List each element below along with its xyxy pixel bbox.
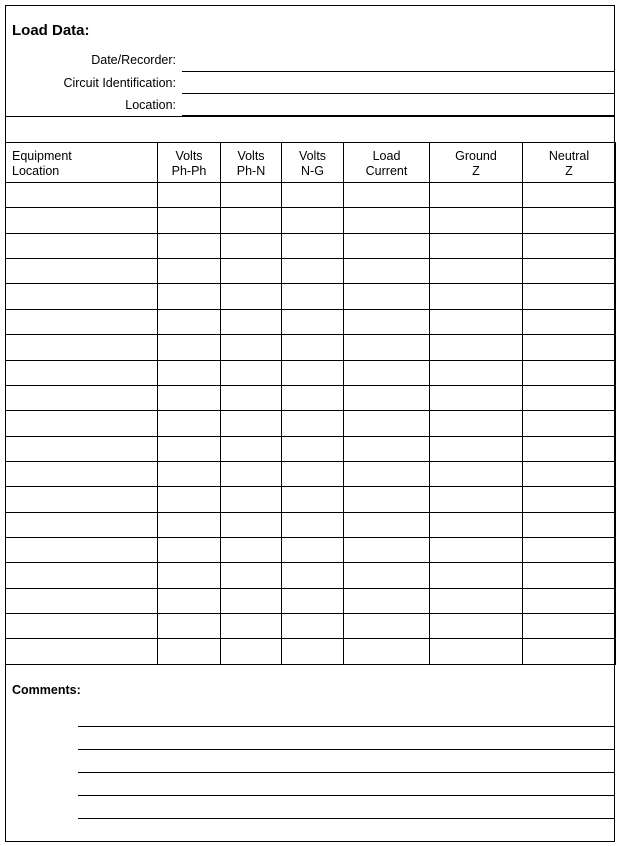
table-cell[interactable]	[344, 563, 430, 588]
table-cell[interactable]	[523, 538, 616, 563]
table-cell[interactable]	[6, 233, 158, 258]
table-header-row	[6, 143, 616, 183]
table-cell[interactable]	[523, 487, 616, 512]
table-cell[interactable]	[344, 614, 430, 639]
table-cell[interactable]	[282, 487, 344, 512]
table-cell[interactable]	[6, 538, 158, 563]
table-cell[interactable]	[430, 639, 523, 665]
table-cell[interactable]	[523, 309, 616, 334]
table-cell[interactable]	[430, 487, 523, 512]
table-cell[interactable]	[344, 538, 430, 563]
header-line-2: Current	[365, 164, 408, 178]
table-cell[interactable]	[158, 183, 221, 208]
comment-line[interactable]	[78, 772, 615, 773]
table-cell[interactable]	[221, 208, 282, 233]
table-cell[interactable]	[523, 614, 616, 639]
table-cell[interactable]	[221, 360, 282, 385]
header-line-1: Ground	[455, 149, 497, 163]
table-cell[interactable]	[344, 436, 430, 461]
table-cell[interactable]	[221, 309, 282, 334]
table-cell[interactable]	[344, 512, 430, 537]
table-cell[interactable]	[430, 360, 523, 385]
date-recorder-label: Date/Recorder:	[91, 53, 176, 67]
table-cell[interactable]	[430, 461, 523, 486]
table-cell[interactable]	[282, 183, 344, 208]
table-cell[interactable]	[158, 259, 221, 284]
header-volts-ph-ph	[158, 143, 221, 183]
table-cell[interactable]	[282, 563, 344, 588]
table-cell[interactable]	[158, 436, 221, 461]
table-cell[interactable]	[430, 411, 523, 436]
table-row	[6, 436, 616, 461]
table-cell[interactable]	[282, 588, 344, 613]
form-title: Load Data:	[12, 22, 90, 39]
table-cell[interactable]	[221, 284, 282, 309]
table-row	[6, 284, 616, 309]
header-line-2: Ph-Ph	[171, 164, 207, 178]
table-cell[interactable]	[282, 309, 344, 334]
table-cell[interactable]	[523, 183, 616, 208]
table-cell[interactable]	[221, 538, 282, 563]
comment-line[interactable]	[78, 749, 615, 750]
table-cell[interactable]	[523, 563, 616, 588]
table-cell[interactable]	[6, 411, 158, 436]
table-cell[interactable]	[523, 639, 616, 665]
header-ground-z	[430, 143, 523, 183]
table-cell[interactable]	[221, 639, 282, 665]
table-cell[interactable]	[430, 183, 523, 208]
table-cell[interactable]	[6, 461, 158, 486]
header-line-1: Equipment	[12, 149, 72, 163]
table-cell[interactable]	[344, 487, 430, 512]
table-cell[interactable]	[523, 335, 616, 360]
table-row	[6, 614, 616, 639]
table-row	[6, 335, 616, 360]
table-cell[interactable]	[523, 233, 616, 258]
table-cell[interactable]	[344, 411, 430, 436]
table-cell[interactable]	[221, 411, 282, 436]
table-row	[6, 487, 616, 512]
table-cell[interactable]	[282, 411, 344, 436]
table-cell[interactable]	[158, 233, 221, 258]
table-row	[6, 208, 616, 233]
table-cell[interactable]	[282, 233, 344, 258]
table-cell[interactable]	[523, 208, 616, 233]
table-cell[interactable]	[344, 385, 430, 410]
table-row	[6, 259, 616, 284]
table-cell[interactable]	[430, 512, 523, 537]
table-cell[interactable]	[344, 309, 430, 334]
table-cell[interactable]	[282, 284, 344, 309]
location-label: Location:	[125, 98, 176, 112]
table-cell[interactable]	[6, 208, 158, 233]
table-cell[interactable]	[430, 436, 523, 461]
table-cell[interactable]	[158, 309, 221, 334]
table-cell[interactable]	[523, 436, 616, 461]
table-cell[interactable]	[6, 183, 158, 208]
header-line-1: Load	[372, 149, 401, 163]
table-cell[interactable]	[282, 335, 344, 360]
table-cell[interactable]	[158, 411, 221, 436]
table-cell[interactable]	[344, 360, 430, 385]
table-cell[interactable]	[430, 208, 523, 233]
table-cell[interactable]	[6, 360, 158, 385]
table-cell[interactable]	[430, 385, 523, 410]
table-cell[interactable]	[158, 512, 221, 537]
header-volts-ph-n	[221, 143, 282, 183]
table-cell[interactable]	[221, 259, 282, 284]
table-cell[interactable]	[523, 385, 616, 410]
table-cell[interactable]	[221, 461, 282, 486]
table-cell[interactable]	[6, 436, 158, 461]
circuit-identification-label: Circuit Identification:	[63, 76, 176, 90]
table-cell[interactable]	[344, 461, 430, 486]
table-row	[6, 461, 616, 486]
comment-line[interactable]	[78, 726, 615, 727]
table-cell[interactable]	[523, 588, 616, 613]
header-neutral-z	[523, 143, 616, 183]
table-cell[interactable]	[282, 614, 344, 639]
table-cell[interactable]	[221, 563, 282, 588]
table-cell[interactable]	[430, 233, 523, 258]
table-cell[interactable]	[430, 259, 523, 284]
table-cell[interactable]	[221, 183, 282, 208]
header-line-2: Location	[12, 164, 60, 178]
table-cell[interactable]	[6, 309, 158, 334]
table-cell[interactable]	[282, 436, 344, 461]
table-cell[interactable]	[158, 538, 221, 563]
divider	[5, 116, 615, 117]
table-cell[interactable]	[282, 538, 344, 563]
table-cell[interactable]	[430, 335, 523, 360]
table-cell[interactable]	[158, 385, 221, 410]
header-line-2: Z	[472, 164, 480, 178]
table-cell[interactable]	[158, 487, 221, 512]
location-field[interactable]	[182, 96, 615, 116]
table-row	[6, 538, 616, 563]
circuit-identification-field[interactable]	[182, 74, 615, 94]
table-cell[interactable]	[344, 588, 430, 613]
table-cell[interactable]	[523, 360, 616, 385]
table-cell[interactable]	[282, 461, 344, 486]
table-cell[interactable]	[282, 259, 344, 284]
table-cell[interactable]	[158, 208, 221, 233]
header-line-2: Ph-N	[236, 164, 266, 178]
table-row	[6, 309, 616, 334]
table-cell[interactable]	[523, 461, 616, 486]
table-row	[6, 639, 616, 665]
comments-label: Comments:	[12, 683, 81, 697]
date-recorder-field[interactable]	[182, 52, 615, 72]
table-cell[interactable]	[282, 512, 344, 537]
table-row	[6, 411, 616, 436]
table-cell[interactable]	[344, 208, 430, 233]
table-cell[interactable]	[282, 639, 344, 665]
table-cell[interactable]	[6, 385, 158, 410]
table-cell[interactable]	[158, 335, 221, 360]
table-cell[interactable]	[6, 284, 158, 309]
header-line-1: Volts	[175, 149, 203, 163]
header-line-2: N-G	[301, 164, 324, 178]
table-cell[interactable]	[344, 335, 430, 360]
table-row	[6, 233, 616, 258]
table-cell[interactable]	[221, 512, 282, 537]
table-row	[6, 183, 616, 208]
table-cell[interactable]	[523, 259, 616, 284]
table-row	[6, 385, 616, 410]
table-cell[interactable]	[523, 284, 616, 309]
table-cell[interactable]	[158, 461, 221, 486]
table-cell[interactable]	[430, 284, 523, 309]
table-cell[interactable]	[282, 385, 344, 410]
table-cell[interactable]	[523, 512, 616, 537]
table-cell[interactable]	[158, 360, 221, 385]
table-cell[interactable]	[523, 411, 616, 436]
table-cell[interactable]	[158, 614, 221, 639]
header-equipment-location	[6, 143, 158, 183]
table-cell[interactable]	[430, 614, 523, 639]
table-cell[interactable]	[6, 614, 158, 639]
header-volts-n-g	[282, 143, 344, 183]
table-cell[interactable]	[344, 639, 430, 665]
table-cell[interactable]	[6, 563, 158, 588]
table-row	[6, 512, 616, 537]
table-cell[interactable]	[221, 436, 282, 461]
comment-line[interactable]	[78, 818, 615, 819]
table-cell[interactable]	[430, 563, 523, 588]
table-cell[interactable]	[221, 385, 282, 410]
table-cell[interactable]	[282, 208, 344, 233]
table-cell[interactable]	[221, 487, 282, 512]
header-load-current	[344, 143, 430, 183]
comment-line[interactable]	[78, 795, 615, 796]
table-cell[interactable]	[158, 563, 221, 588]
load-data-table	[5, 142, 616, 665]
table-cell[interactable]	[344, 233, 430, 258]
table-cell[interactable]	[6, 512, 158, 537]
table-cell[interactable]	[221, 233, 282, 258]
table-cell[interactable]	[6, 639, 158, 665]
table-cell[interactable]	[282, 360, 344, 385]
table-cell[interactable]	[221, 588, 282, 613]
header-line-1: Neutral	[548, 149, 590, 163]
table-cell[interactable]	[430, 309, 523, 334]
table-cell[interactable]	[158, 639, 221, 665]
table-cell[interactable]	[158, 284, 221, 309]
header-line-1: Volts	[237, 149, 265, 163]
header-line-2: Z	[565, 164, 573, 178]
table-cell[interactable]	[6, 588, 158, 613]
table-cell[interactable]	[221, 335, 282, 360]
table-cell[interactable]	[344, 284, 430, 309]
table-cell[interactable]	[158, 588, 221, 613]
table-cell[interactable]	[344, 183, 430, 208]
table-row	[6, 360, 616, 385]
table-cell[interactable]	[430, 588, 523, 613]
table-cell[interactable]	[221, 614, 282, 639]
table-cell[interactable]	[430, 538, 523, 563]
table-cell[interactable]	[344, 259, 430, 284]
table-cell[interactable]	[6, 335, 158, 360]
table-row	[6, 588, 616, 613]
table-cell[interactable]	[6, 259, 158, 284]
table-cell[interactable]	[6, 487, 158, 512]
header-line-1: Volts	[298, 149, 327, 163]
table-row	[6, 563, 616, 588]
